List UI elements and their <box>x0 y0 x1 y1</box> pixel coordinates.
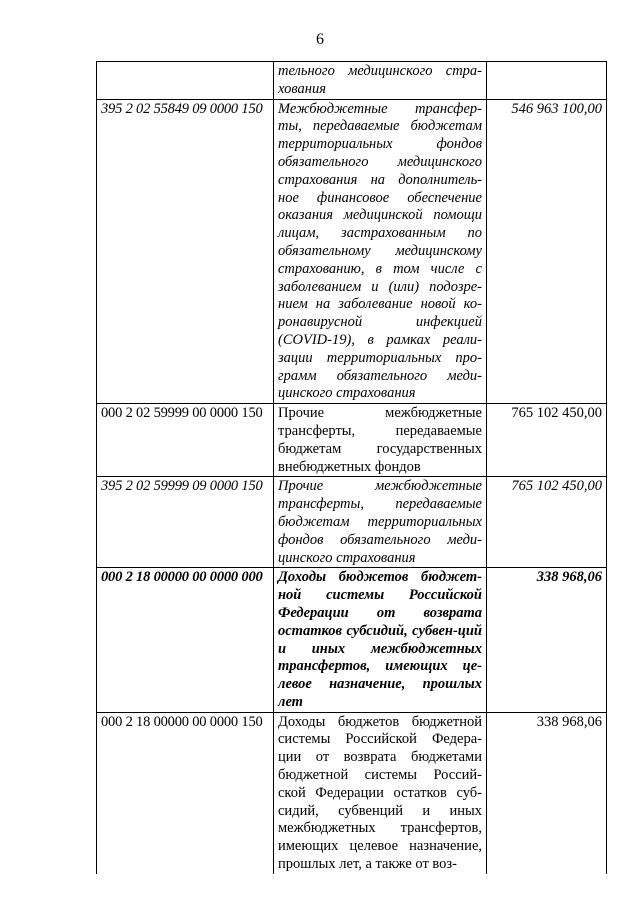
budget-code: 000 2 18 00000 00 0000 150 <box>97 712 274 874</box>
budget-code: 000 2 18 00000 00 0000 000 <box>97 568 274 712</box>
table-row <box>97 99 607 404</box>
budget-table <box>96 61 607 874</box>
amount <box>487 62 607 100</box>
table-row <box>97 568 607 712</box>
table-row <box>97 712 607 874</box>
page-number: 6 <box>316 31 324 48</box>
income-description: Межбюджетные трансфер-ты, передаваемые бюджетам территориальных фондов обязательного медицинского страхования на дополнитель-ное финансовое обеспечение оказания медицинской помощи лицам, застрахованным по обязательному медицинскому страхованию, в том числе с заболеванием и (или) подозре-нием на заболевание новой ко-ронавирусной инфекцией (COVID-19), в рамках реали-зации территориальных про-грамм обязательного меди-цинского страхования <box>274 99 487 404</box>
amount: 338 968,06 <box>487 712 607 874</box>
table-row <box>97 404 607 477</box>
table-row <box>97 62 607 100</box>
amount: 765 102 450,00 <box>487 477 607 568</box>
budget-code: 395 2 02 55849 09 0000 150 <box>97 99 274 404</box>
income-description: тельного медицинского стра-хования <box>274 62 487 100</box>
income-description: Прочие межбюджетные трансферты, передаваемые бюджетам государственных внебюджетных фондов <box>274 404 487 477</box>
budget-code: 000 2 02 59999 00 0000 150 <box>97 404 274 477</box>
amount: 765 102 450,00 <box>487 404 607 477</box>
amount: 546 963 100,00 <box>487 99 607 404</box>
budget-code: 395 2 02 59999 09 0000 150 <box>97 477 274 568</box>
income-description: Прочие межбюджетные трансферты, передаваемые бюджетам территориальных фондов обязательного меди-цинского страхования <box>274 477 487 568</box>
income-description: Доходы бюджетов бюджетной системы Российской Федера-ции от возврата бюджетами бюджетной системы Россий-ской Федерации остатков суб-сидий, субвенций и иных межбюджетных трансфертов, имеющих целевое назначение, прошлых лет, а также от воз- <box>274 712 487 874</box>
income-description: Доходы бюджетов бюджет-ной системы Российской Федерации от возврата остатков субсидий, субвен-ций и иных межбюджетных трансфертов, имеющих це-левое назначение, прошлых лет <box>274 568 487 712</box>
table-row <box>97 477 607 568</box>
budget-code <box>97 62 274 100</box>
amount: 338 968,06 <box>487 568 607 712</box>
